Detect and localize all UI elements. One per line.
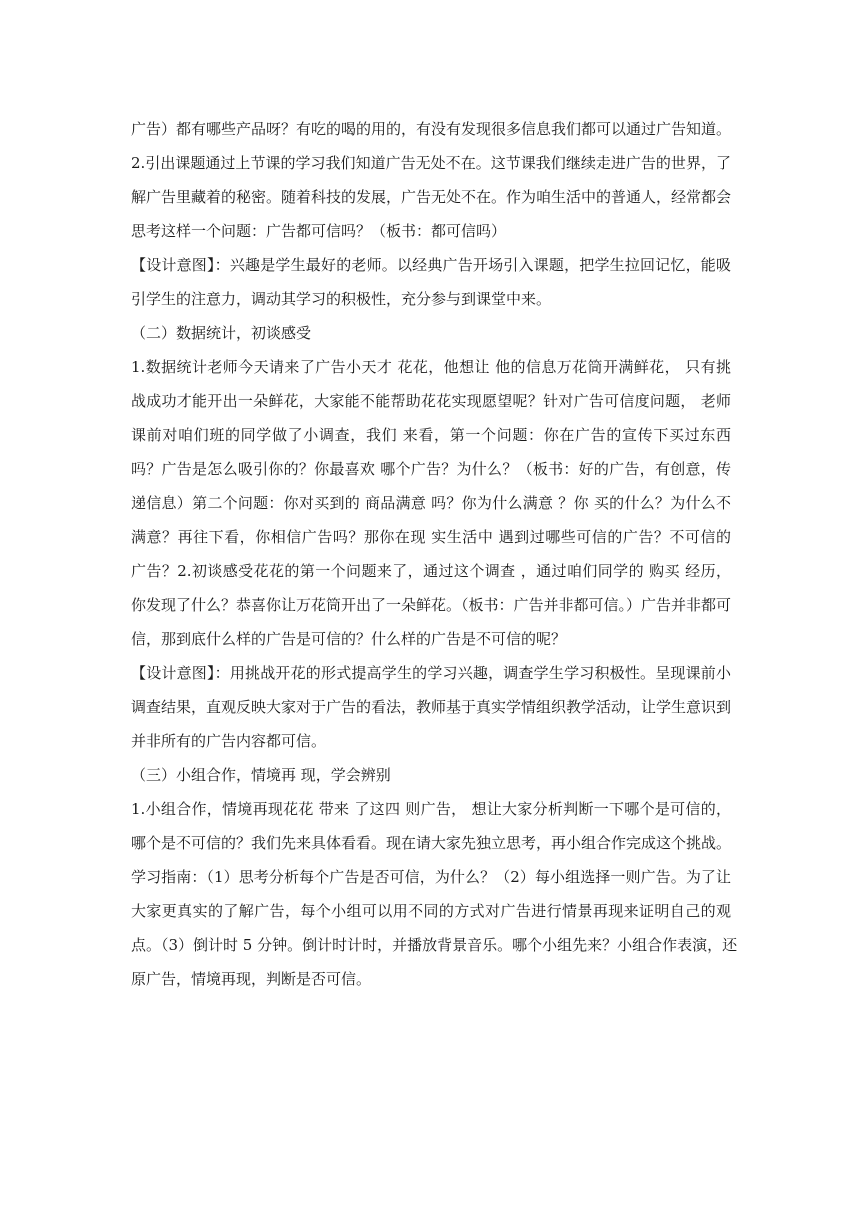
text-line: 引学生的注意力，调动其学习的积极性，充分参与到课堂中来。 (131, 290, 552, 308)
text-line: 【设计意图】：兴趣是学生最好的老师。以经典广告开场引入课题，把学生拉回记忆，能吸 (131, 256, 731, 274)
text-line: 课前对咱们班的同学做了小调查，我们 来看，第一个问题：你在广告的宣传下买过东西 (131, 426, 731, 444)
section-title: （三）小组合作，情境再 现，学会辨别 (131, 766, 391, 784)
text-line: 满意？再往下看，你相信广告吗？那你在现 实生活中 遇到过哪些可信的广告？不可信的 (131, 528, 731, 546)
section-title: （二）数据统计，初谈感受 (131, 324, 312, 342)
text-line: 1.小组合作，情境再现花花 带来 了这四 则广告， 想让大家分析判断一下哪个是可信的， (131, 800, 731, 818)
paragraph-data-statistics (131, 350, 731, 656)
text-line: 2.引出课题通过上节课的学习我们知道广告无处不在。这节课我们继续走进广告的世界，了 (131, 154, 731, 172)
text-line: 原广告，情境再现，判断是否可信。 (131, 970, 372, 988)
text-line: 解广告里藏着的秘密。随着科技的发展，广告无处不在。作为咱生活中的普通人，经常都会 (131, 188, 732, 206)
text-line: 并非所有的广告内容都可信。 (131, 732, 327, 750)
section-heading-3 (131, 758, 731, 792)
text-line: 广告）都有哪些产品呀？有吃的喝的用的，有没有发现很多信息我们都可以通过广告知道。 (131, 120, 732, 138)
text-line: 1.数据统计老师今天请来了广告小天才 花花，他想让 他的信息万花筒开满鲜花， 只有挑 (131, 358, 731, 376)
text-line: 递信息）第二个问题：你对买到的 商品满意 吗？你为什么满意 ？你 买的什么？为什么不 (131, 494, 731, 512)
paragraph-group-work (131, 792, 738, 996)
text-line: 吗？广告是怎么吸引你的？你最喜欢 哪个广告？为什么？（板书：好的广告，有创意，传 (131, 460, 731, 478)
text-line: 点。（3）倒计时 5 分钟。倒计时计时，并播放背景音乐。哪个小组先来？小组合作表演，还 (131, 936, 738, 954)
text-line: 【设计意图】：用挑战开花的形式提高学生的学习兴趣，调查学生学习积极性。呈现课前小 (131, 664, 731, 682)
text-line: 学习指南：（1）思考分析每个广告是否可信，为什么？（2）每小组选择一则广告。为了让 (131, 868, 731, 886)
paragraph-design-intent-2 (131, 656, 731, 758)
text-line: 信，那到底什么样的广告是可信的？什么样的广告是不可信的呢？ (131, 630, 567, 648)
document-page (131, 112, 738, 996)
text-line: 调查结果，直观反映大家对于广告的看法，教师基于真实学情组织教学活动，让学生意识到 (131, 698, 732, 716)
text-line: 大家更真实的了解广告，每个小组可以用不同的方式对广告进行情景再现来证明自己的观 (131, 902, 731, 920)
paragraph-design-intent-1 (131, 248, 731, 316)
section-heading-2 (131, 316, 731, 350)
text-line: 哪个是不可信的？我们先来具体看看。现在请大家先独立思考，再小组合作完成这个挑战。 (131, 834, 732, 852)
text-line: 你发现了什么？恭喜你让万花筒开出了一朵鲜花。（板书：广告并非都可信。）广告并非都可 (131, 596, 732, 614)
text-line: 广告？2.初谈感受花花的第一个问题来了，通过这个调查 ，通过咱们同学的 购买 经历， (131, 562, 731, 580)
paragraph-lead-in (131, 146, 731, 248)
text-line: 思考这样一个问题：广告都可信吗？（板书：都可信吗） (131, 222, 507, 240)
paragraph-intro-tail (131, 112, 731, 146)
text-line: 战成功才能开出一朵鲜花，大家能不能帮助花花实现愿望呢？针对广告可信度问题， 老师 (131, 392, 731, 410)
